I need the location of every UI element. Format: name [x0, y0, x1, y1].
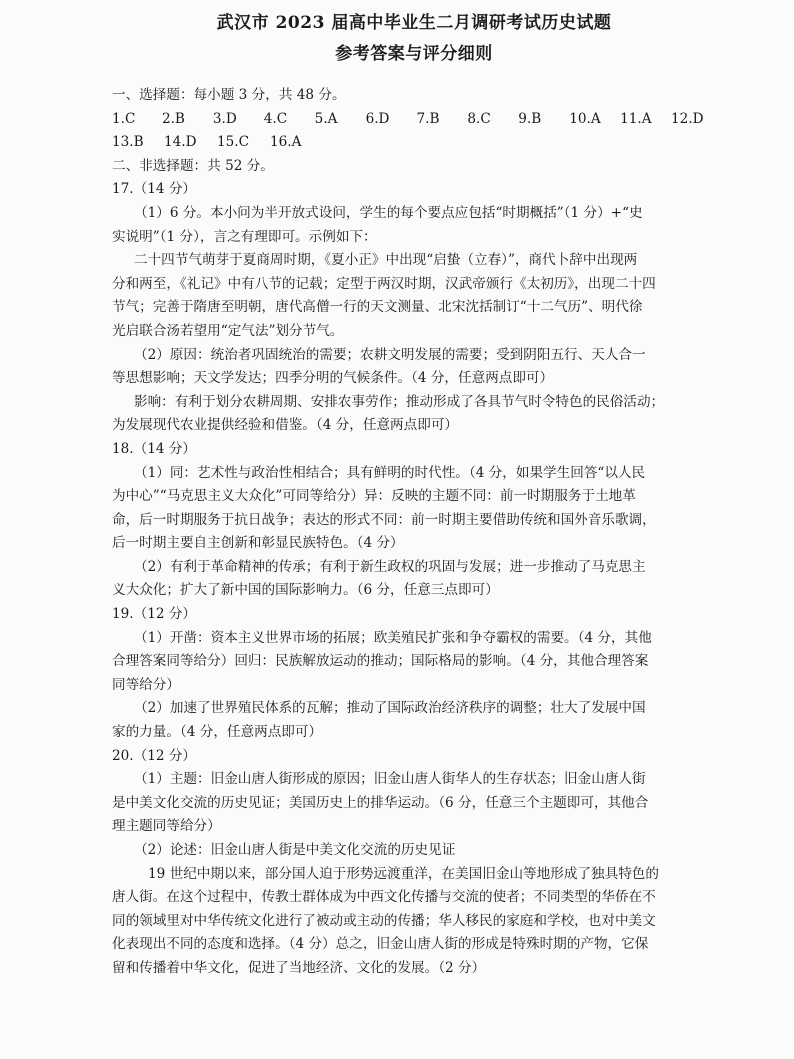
q20-essay-line: 留和传播着中华文化，促进了当地经济、文化的发展。（2 分）	[112, 959, 486, 976]
q18-header: 18.（14 分）	[112, 440, 197, 457]
q17-header: 17.（14 分）	[112, 181, 197, 198]
mc-answer: 13.B	[112, 134, 144, 151]
q19-part1-line: 合理答案同等给分）回归：民族解放运动的推动；国际格局的影响。（4 分，其他合理答案	[112, 653, 649, 670]
page-subtitle: 参考答案与评分细则	[335, 44, 493, 64]
q17-example-line: 分和两至，《礼记》中有八节的记载；定型于两汉时期，汉武帝颁行《太初历》，出现二十四	[112, 275, 656, 292]
q17-part1-line: （1）6 分。本小问为半开放式设问，学生的每个要点应包括“时期概括”（1 分）+“史	[134, 204, 643, 221]
q17-part1-line: 实说明”（1 分），言之有理即可。示例如下：	[112, 228, 377, 245]
q19-part1-line: 同等给分）	[112, 676, 180, 693]
mc-answer: 10.A	[569, 110, 601, 127]
mc-answer: 3.D	[212, 110, 237, 127]
q20-part1-line: 理主题同等给分）	[112, 818, 221, 835]
q20-essay-line: 同的领域里对中华传统文化进行了被动或主动的传播；华人移民的家庭和学校，也对中美文	[112, 912, 656, 929]
q17-example-line: 节气；完善于隋唐至明朝，唐代高僧一行的天文测量、北宋沈括制订“十二气历”、明代徐	[112, 299, 643, 316]
mc-section-header: 一、选择题：每小题 3 分，共 48 分。	[112, 87, 346, 103]
q19-part1-line: （1）开凿：资本主义世界市场的拓展；欧美殖民扩张和争夺霸权的需要。（4 分，其他	[134, 629, 652, 646]
mc-answer: 1.C	[112, 110, 136, 127]
mc-answer: 2.B	[161, 110, 185, 127]
mc-answer: 11.A	[620, 110, 652, 127]
q18-part1-line: 后一时期主要自主创新和彰显民族特色。（4 分）	[112, 535, 404, 552]
q20-header: 20.（12 分）	[112, 747, 197, 764]
non-mc-section-header: 二、非选择题：共 52 分。	[112, 157, 274, 174]
q20-essay-line: 19 世纪中期以来，部分国人迫于形势远渡重洋，在美国旧金山等地形成了独具特色的	[148, 865, 659, 882]
mc-answer: 5.A	[314, 110, 338, 127]
mc-answers-row-2	[112, 131, 722, 155]
q19-header: 19.（12 分）	[112, 606, 197, 623]
mc-answer: 6.D	[365, 110, 390, 127]
page-title: 武汉市 2023 届高中毕业生二月调研考试历史试题	[216, 13, 612, 33]
q17-example-line: 光启联合汤若望用“定气法”划分节气。	[112, 322, 344, 339]
mc-answer: 4.C	[263, 110, 288, 127]
q17-impact-line: 影响：有利于划分农耕周期、安排农事劳作；推动形成了各具节气时令特色的民俗活动；	[134, 393, 665, 410]
q18-part2-line: （2）有利于革命精神的传承；有利于新生政权的巩固与发展；进一步推动了马克思主	[134, 558, 646, 575]
q18-part1-line: 为中心”“马克思主义大众化”可同等给分）异：反映的主题不同：前一时期服务于土地革	[112, 488, 636, 505]
q17-part2-line: （2）原因：统治者巩固统治的需要；农耕文明发展的需要；受到阴阳五行、天人合一	[134, 346, 646, 363]
mc-answer: 7.B	[416, 110, 440, 127]
q20-part1-line: （1）主题：旧金山唐人街形成的原因；旧金山唐人街华人的生存状态；旧金山唐人街	[134, 771, 646, 788]
mc-answer: 8.C	[467, 110, 491, 127]
mc-answers-row-1	[112, 108, 722, 132]
q18-part1-line: 命，后一时期服务于抗日战争；表达的形式不同：前一时期主要借助传统和国外音乐歌调，	[112, 511, 656, 528]
q19-part2-line: （2）加速了世界殖民体系的瓦解；推动了国际政治经济秩序的调整；壮大了发展中国	[134, 700, 646, 717]
mc-answer: 16.A	[270, 134, 302, 151]
q17-part2-line: 等思想影响；天文学发达；四季分明的气候条件。（4 分，任意两点即可）	[112, 370, 554, 387]
q18-part2-line: 义大众化；扩大了新中国的国际影响力。（6 分，任意三点即可）	[112, 582, 499, 599]
q20-part1-line: 是中美文化交流的历史见证；美国历史上的排华运动。（6 分，任意三个主题即可，其他合	[112, 794, 649, 811]
mc-answer: 14.D	[164, 134, 197, 151]
q17-impact-line: 为发展现代农业提供经验和借鉴。（4 分，任意两点即可）	[112, 417, 459, 434]
mc-answer: 12.D	[671, 110, 704, 127]
q20-part2-line: （2）论述：旧金山唐人街是中美文化交流的历史见证	[134, 842, 456, 858]
q20-essay-line: 唐人街。在这个过程中，传教士群体成为中西文化传播与交流的使者；不同类型的华侨在不	[112, 889, 656, 906]
q18-part1-line: （1）同：艺术性与政治性相结合；具有鲜明的时代性。（4 分，如果学生回答“以人民	[134, 464, 646, 481]
q20-essay-line: 化表现出不同的态度和选择。（4 分）总之，旧金山唐人街的形成是特殊时期的产物，它保	[112, 936, 649, 953]
mc-answer: 15.C	[217, 134, 250, 151]
q17-example-line: 二十四节气萌芽于夏商周时期，《夏小正》中出现“启蛰（立春）”，商代卜辞中出现两	[134, 252, 638, 269]
mc-answer: 9.B	[518, 110, 542, 127]
q19-part2-line: 家的力量。（4 分，任意两点即可）	[112, 724, 323, 741]
